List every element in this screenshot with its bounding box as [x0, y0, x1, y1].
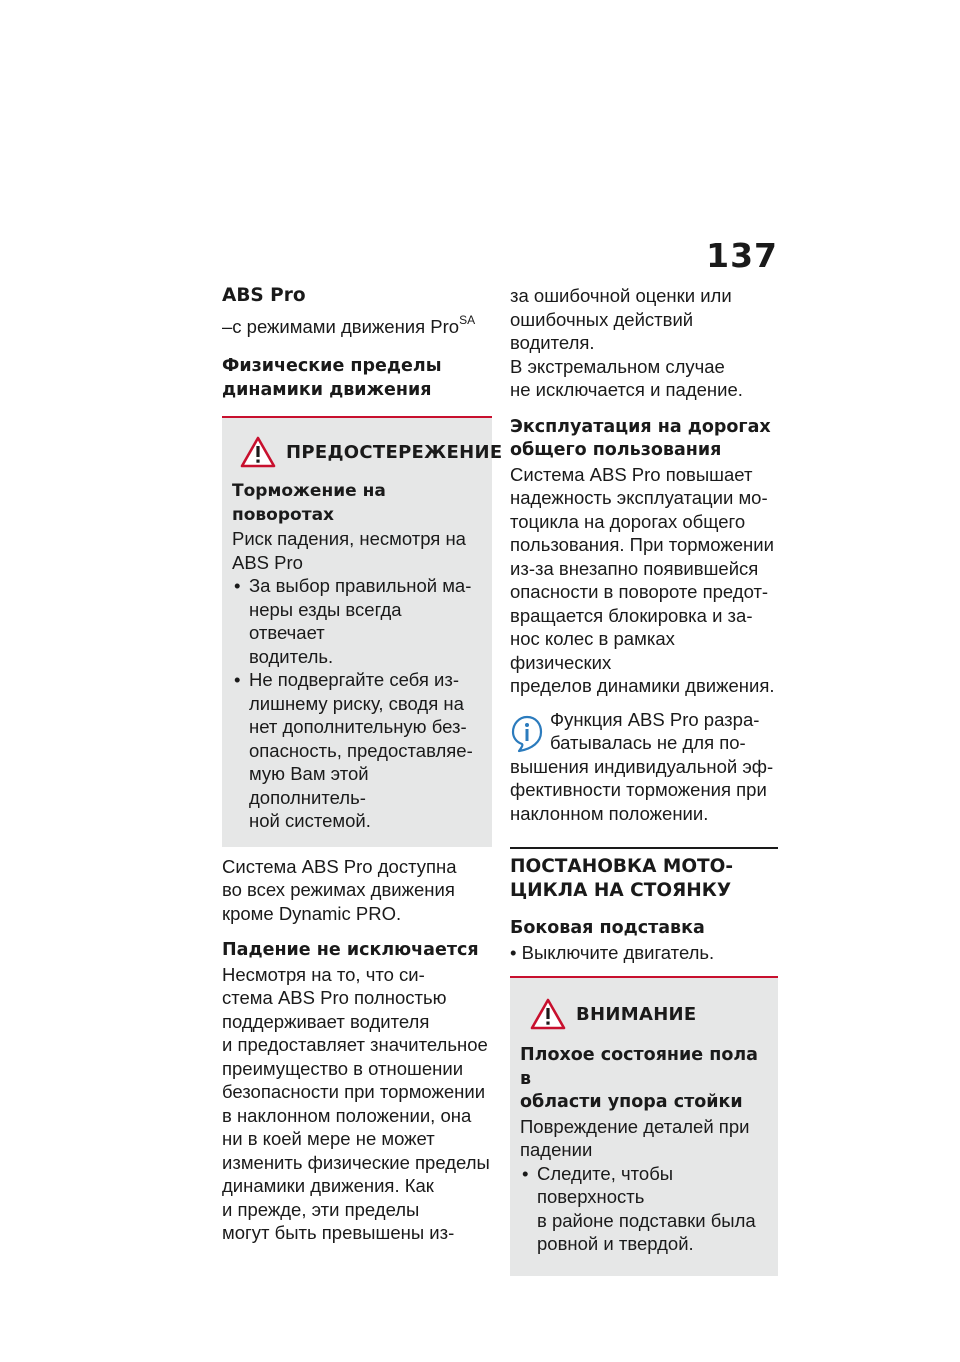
- list-item: [232, 574, 482, 668]
- subtitle-text: –с режимами движения Pro: [222, 315, 460, 337]
- caution-label: ВНИМАНИЕ: [576, 1003, 697, 1025]
- bullet-icon: •: [510, 941, 517, 963]
- caution-body: [520, 1115, 768, 1162]
- paragraph-line: В экстремальном случае: [510, 355, 725, 377]
- bullet-line: водитель.: [249, 645, 334, 667]
- heading-line: Физические пределы: [222, 356, 442, 376]
- main-heading-parking: [510, 855, 778, 903]
- warning-box: [222, 416, 503, 847]
- bullet-line: • За выбор правильной ма-: [249, 575, 472, 596]
- info-line: батывалась не для по-: [550, 732, 746, 753]
- section-heading-physical-limits: [222, 355, 492, 402]
- bullet-line: • Следите, чтобы поверхность: [537, 1162, 674, 1207]
- paragraph-line: пределов динамики движения.: [510, 675, 775, 696]
- step-item: [510, 941, 778, 965]
- paragraph-line: и предоставляет значительное: [222, 1034, 488, 1055]
- warning-bullets: [232, 574, 482, 833]
- section-divider: [510, 847, 778, 849]
- paragraph-line: поддерживает водителя: [222, 1010, 430, 1032]
- page-number: 137: [706, 236, 778, 275]
- heading-line: динамики движения: [222, 379, 432, 400]
- list-item: [232, 668, 482, 833]
- paragraph-line: Несмотря на то, что си-: [222, 963, 425, 985]
- paragraph-line: тоцикла на дорогах общего: [510, 510, 746, 532]
- info-note: [510, 708, 778, 826]
- paragraph-line: Система ABS Pro доступна: [222, 855, 457, 877]
- paragraph-line: изменить физические пределы: [222, 1151, 490, 1173]
- paragraph-line: за ошибочной оценки или: [510, 285, 732, 306]
- public-roads-paragraph: [510, 463, 778, 698]
- caution-bullets: [520, 1162, 768, 1256]
- paragraph-line: ошибочных действий водителя.: [510, 308, 694, 353]
- paragraph-line: преимущество в отношении: [222, 1057, 464, 1079]
- heading-line: ПОСТАНОВКА МОТО-: [510, 856, 734, 877]
- list-item: [520, 1162, 768, 1256]
- warning-body-line: Риск падения, несмотря на: [232, 528, 466, 549]
- right-column: [510, 284, 778, 1276]
- section-heading-public-roads: [510, 416, 778, 463]
- bullet-line: лишнему риску, сводя на: [249, 692, 464, 714]
- paragraph-line: Система ABS Pro повышает: [510, 463, 753, 485]
- paragraph-line: опасности в повороте предот-: [510, 581, 769, 602]
- caution-heading: [520, 1044, 768, 1115]
- caution-header: [530, 998, 768, 1030]
- section-heading-fall: Падение не исключается: [222, 940, 479, 960]
- abs-pro-title: ABS Pro: [222, 285, 306, 306]
- paragraph-line: ни в коей мере не может: [222, 1128, 435, 1149]
- abs-pro-subtitle: [222, 309, 492, 339]
- bullet-line: ровной и твердой.: [537, 1233, 694, 1254]
- info-line: Функция ABS Pro разра-: [550, 708, 760, 730]
- continued-paragraph: [510, 284, 778, 402]
- paragraph-line: в наклонном положении, она: [222, 1104, 472, 1126]
- info-line: фективности торможения при: [510, 779, 767, 800]
- warning-header: [240, 436, 503, 468]
- warning-body: [232, 527, 482, 574]
- bullet-line: • Не подвергайте себя из-: [249, 669, 459, 690]
- paragraph-line: во всех режимах движения: [222, 879, 455, 900]
- paragraph-line: стема ABS Pro полностью: [222, 987, 447, 1008]
- paragraph-line: безопасности при торможении: [222, 1081, 486, 1102]
- heading-line: общего пользования: [510, 440, 722, 460]
- sa-superscript: SA: [459, 312, 476, 327]
- bullet-line: опасность, предоставляе-: [249, 739, 473, 761]
- paragraph-line: динамики движения. Как: [222, 1175, 434, 1196]
- bullet-line: мую Вам этой дополнитель-: [249, 763, 369, 808]
- caution-box: [510, 976, 778, 1276]
- paragraph-line: вращается блокировка и за-: [510, 604, 753, 626]
- paragraph-line: пользования. При торможении: [510, 534, 774, 555]
- warning-triangle-icon: [240, 436, 276, 468]
- info-text: [510, 708, 778, 826]
- bullet-line: ной системой.: [249, 810, 371, 831]
- heading-line: Плохое состояние пола в: [520, 1045, 758, 1089]
- paragraph-line: могут быть превышены из-: [222, 1222, 455, 1243]
- paragraph-line: и прежде, эти пределы: [222, 1198, 420, 1220]
- heading-line: Эксплуатация на дорогах: [510, 416, 771, 437]
- warning-heading: Торможение на поворотах: [232, 481, 386, 525]
- paragraph-line: кроме Dynamic PRO.: [222, 902, 402, 924]
- info-line: вышения индивидуальной эф-: [510, 755, 774, 777]
- body-line: Повреждение деталей при: [520, 1115, 750, 1137]
- bullet-line: нет дополнительную без-: [249, 716, 467, 737]
- paragraph-line: не исключается и падение.: [510, 379, 743, 400]
- info-icon: [510, 714, 544, 754]
- paragraph-line: из-за внезапно появившейся: [510, 557, 759, 579]
- left-column: [222, 284, 503, 1245]
- heading-line: ЦИКЛА НА СТОЯНКУ: [510, 880, 732, 901]
- availability-paragraph: [222, 855, 492, 926]
- warning-triangle-icon: [530, 998, 566, 1030]
- bullet-line: неры езды всегда отвечает: [249, 598, 402, 643]
- bullet-line: в районе подставки была: [537, 1209, 756, 1231]
- step-text: Выключите двигатель.: [521, 941, 715, 963]
- warning-body-line: ABS Pro: [232, 551, 303, 573]
- fall-paragraph: [222, 963, 492, 1245]
- body-line: падении: [520, 1139, 593, 1160]
- warning-label: ПРЕДОСТЕРЕЖЕНИЕ: [286, 441, 503, 463]
- paragraph-line: надежность эксплуатации мо-: [510, 487, 768, 508]
- paragraph-line: нос колес в рамках физических: [510, 628, 675, 673]
- info-line: наклонном положении.: [510, 802, 709, 824]
- sub-heading-side-stand: Боковая подставка: [510, 918, 705, 938]
- heading-line: области упора стойки: [520, 1092, 743, 1112]
